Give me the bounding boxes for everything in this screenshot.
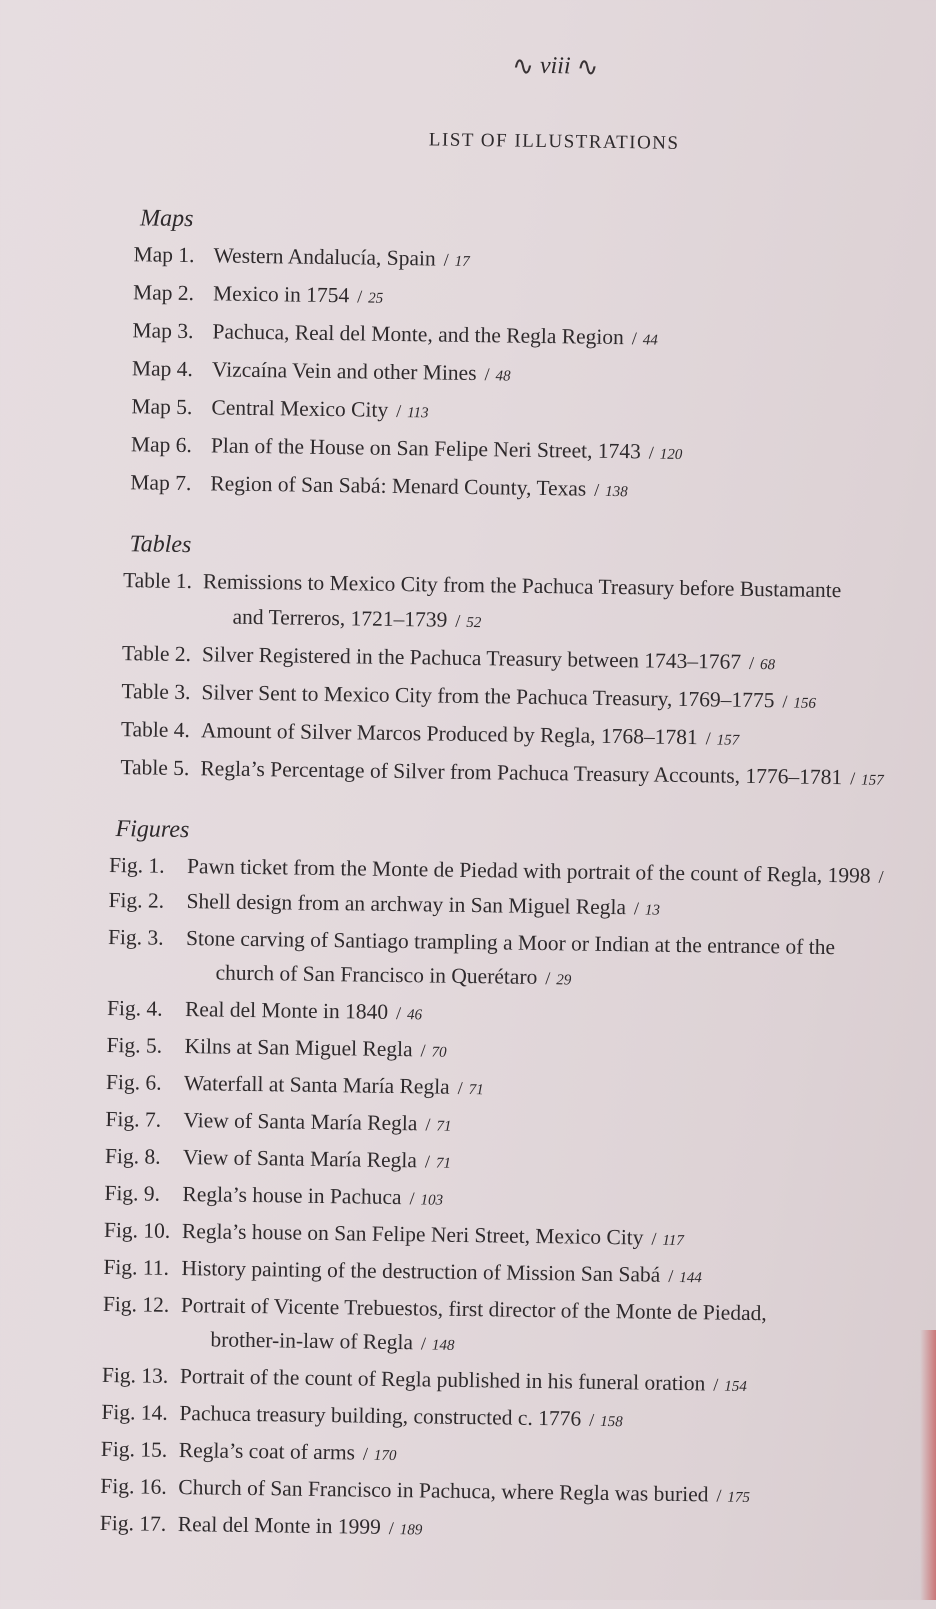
item-label: Fig. 8. bbox=[104, 1143, 161, 1169]
separator: / bbox=[713, 1374, 719, 1395]
item-page: 46 bbox=[406, 1007, 423, 1024]
maps-section bbox=[130, 203, 908, 514]
item-title: Real del Monte in 1840 bbox=[184, 997, 389, 1024]
item-title: Regla’s coat of arms bbox=[178, 1438, 356, 1465]
separator: / bbox=[651, 1228, 657, 1249]
item-title: Pachuca, Real del Monte, and the Regla Region bbox=[212, 319, 625, 350]
item-title: Pawn ticket from the Monte de Piedad with portrait of the count of Regla, 1998 bbox=[186, 854, 871, 888]
item-title-continuation: brother-in-law of Regla bbox=[210, 1327, 414, 1355]
item-title: Kilns at San Miguel Regla bbox=[184, 1034, 413, 1062]
item-title: Real del Monte in 1999 bbox=[177, 1511, 382, 1539]
item-label: Fig. 13. bbox=[101, 1362, 169, 1388]
separator: / bbox=[705, 728, 711, 749]
separator: / bbox=[878, 866, 884, 887]
list-item bbox=[122, 563, 903, 647]
separator: / bbox=[357, 286, 363, 307]
separator: / bbox=[455, 610, 461, 631]
page-title: LIST OF ILLUSTRATIONS bbox=[428, 129, 680, 154]
figures-section bbox=[100, 814, 900, 1554]
item-page: 71 bbox=[468, 1082, 484, 1099]
separator: / bbox=[594, 479, 600, 500]
item-label: Map 1. bbox=[133, 242, 195, 268]
item-label: Fig. 15. bbox=[100, 1436, 168, 1462]
item-page: 71 bbox=[436, 1118, 452, 1135]
page-header bbox=[10, 46, 936, 88]
item-label: Fig. 3. bbox=[107, 924, 164, 950]
item-title: Stone carving of Santiago trampling a Moor or Indian at the entrance of the bbox=[185, 926, 836, 960]
item-label: Map 4. bbox=[131, 356, 194, 382]
tables-section bbox=[120, 529, 904, 799]
maps-heading: Maps bbox=[139, 205, 194, 233]
item-title: Silver Registered in the Pachuca Treasury between 1743–1767 bbox=[201, 642, 742, 674]
separator: / bbox=[782, 691, 788, 712]
separator: / bbox=[396, 400, 402, 422]
separator: / bbox=[362, 1443, 369, 1464]
item-label: Map 6. bbox=[130, 432, 193, 458]
left-swirl-icon: ∿ bbox=[511, 51, 535, 81]
item-label: Fig. 11. bbox=[103, 1254, 170, 1280]
item-page: 157 bbox=[716, 732, 740, 749]
item-title: Regla’s Percentage of Silver from Pachuca Treasury Accounts, 1776–1781 bbox=[200, 756, 843, 790]
item-label: Table 2. bbox=[121, 641, 192, 667]
separator: / bbox=[648, 442, 654, 463]
item-page: 29 bbox=[556, 972, 572, 989]
item-label: Fig. 1. bbox=[108, 852, 165, 878]
item-title: Regla’s house in Pachuca bbox=[182, 1182, 402, 1210]
item-label: Table 5. bbox=[120, 755, 190, 781]
item-page: 175 bbox=[727, 1489, 751, 1506]
item-title-continuation: church of San Francisco in Querétaro bbox=[215, 960, 538, 989]
separator: / bbox=[425, 1114, 431, 1135]
item-page: 120 bbox=[659, 446, 683, 463]
item-label: Fig. 10. bbox=[103, 1217, 171, 1243]
item-page: 156 bbox=[793, 695, 817, 712]
item-title: Western Andalucía, Spain bbox=[213, 243, 436, 271]
separator: / bbox=[850, 768, 856, 789]
item-label: Map 3. bbox=[132, 318, 194, 344]
item-title: Shell design from an archway in San Miguel Regla bbox=[186, 889, 627, 920]
item-page: 68 bbox=[760, 657, 776, 674]
item-label: Fig. 17. bbox=[99, 1510, 167, 1536]
item-title: View of Santa María Regla bbox=[183, 1108, 418, 1136]
item-label: Map 2. bbox=[132, 280, 195, 306]
separator: / bbox=[395, 1002, 402, 1024]
item-title: Remissions to Mexico City from the Pachuca Treasury before Bustamante bbox=[202, 569, 842, 603]
item-page: 25 bbox=[368, 290, 384, 307]
item-title: Pachuca treasury building, constructed c. 1776 bbox=[179, 1401, 582, 1431]
item-label: Table 3. bbox=[121, 679, 191, 705]
item-title: Waterfall at Santa María Regla bbox=[183, 1071, 450, 1099]
right-swirl-icon: ∿ bbox=[576, 51, 599, 82]
item-title: Central Mexico City bbox=[211, 395, 389, 422]
figures-heading: Figures bbox=[115, 816, 190, 844]
item-page: 144 bbox=[679, 1269, 702, 1287]
item-page: 158 bbox=[600, 1413, 623, 1431]
item-label: Fig. 6. bbox=[105, 1069, 162, 1095]
item-page: 17 bbox=[454, 253, 470, 270]
item-page: 148 bbox=[431, 1337, 455, 1354]
item-title: Church of San Francisco in Pachuca, where Regla was buried bbox=[178, 1474, 709, 1507]
separator: / bbox=[457, 1077, 463, 1098]
item-title: Regla’s house on San Felipe Neri Street, Mexico City bbox=[181, 1219, 644, 1250]
item-label: Map 7. bbox=[130, 470, 192, 496]
separator: / bbox=[633, 898, 640, 919]
item-label: Fig. 2. bbox=[108, 887, 165, 913]
item-title: Portrait of the count of Regla published in his funeral oration bbox=[179, 1364, 706, 1396]
item-label: Fig. 9. bbox=[104, 1180, 161, 1206]
item-page: 70 bbox=[431, 1044, 447, 1061]
item-label: Fig. 4. bbox=[106, 995, 163, 1021]
item-title: Amount of Silver Marcos Produced by Regla, 1768–1781 bbox=[200, 718, 698, 750]
book-edge-shadow bbox=[920, 1330, 936, 1600]
separator: / bbox=[424, 1151, 431, 1172]
item-label: Fig. 7. bbox=[105, 1106, 162, 1132]
item-label: Fig. 14. bbox=[101, 1399, 168, 1425]
item-label: Fig. 16. bbox=[100, 1473, 167, 1499]
item-page: 138 bbox=[605, 483, 628, 501]
item-title: Portrait of Vicente Trebuestos, first director of the Monte de Piedad, bbox=[180, 1293, 767, 1326]
item-title: Mexico in 1754 bbox=[212, 281, 350, 308]
item-title: Vizcaína Vein and other Mines bbox=[211, 357, 477, 386]
separator: / bbox=[631, 328, 637, 349]
item-label: Fig. 5. bbox=[106, 1032, 163, 1058]
item-page: 13 bbox=[644, 902, 661, 919]
tables-heading: Tables bbox=[129, 531, 192, 559]
item-page: 44 bbox=[642, 332, 658, 349]
separator: / bbox=[716, 1485, 722, 1506]
item-page: 103 bbox=[420, 1192, 444, 1209]
list-item bbox=[107, 920, 898, 1002]
separator: / bbox=[484, 364, 490, 385]
item-page: 113 bbox=[407, 405, 429, 422]
separator: / bbox=[589, 1409, 595, 1430]
item-page: 154 bbox=[724, 1378, 747, 1395]
item-label: Map 5. bbox=[131, 394, 193, 420]
separator: / bbox=[443, 249, 449, 270]
item-page: 157 bbox=[861, 772, 884, 789]
item-label: Fig. 12. bbox=[102, 1291, 170, 1317]
item-title: Silver Sent to Mexico City from the Pachuca Treasury, 1769–1775 bbox=[201, 680, 775, 713]
item-page: 189 bbox=[399, 1522, 423, 1539]
item-label: Table 4. bbox=[120, 717, 191, 743]
item-page: 117 bbox=[662, 1232, 684, 1250]
separator: / bbox=[420, 1333, 427, 1354]
separator: / bbox=[748, 652, 755, 673]
separator: / bbox=[420, 1040, 426, 1061]
item-page: 52 bbox=[466, 614, 482, 632]
item-title: History painting of the destruction of Mission San Sabá bbox=[181, 1256, 661, 1287]
separator: / bbox=[388, 1517, 395, 1539]
item-label: Table 1. bbox=[122, 568, 193, 594]
item-title: Region of San Sabá: Menard County, Texas bbox=[210, 471, 587, 501]
separator: / bbox=[409, 1188, 415, 1209]
item-page: 48 bbox=[495, 368, 511, 385]
item-title: View of Santa María Regla bbox=[182, 1145, 418, 1173]
item-page: 71 bbox=[435, 1155, 451, 1172]
page-number: viii bbox=[539, 52, 571, 80]
item-title-continuation: and Terreros, 1721–1739 bbox=[232, 604, 448, 632]
separator: / bbox=[545, 968, 551, 989]
illustrations-list bbox=[99, 203, 908, 1580]
separator: / bbox=[668, 1265, 674, 1286]
item-page: 170 bbox=[373, 1447, 397, 1465]
list-item bbox=[102, 1287, 893, 1369]
item-title: Plan of the House on San Felipe Neri Street, 1743 bbox=[210, 433, 641, 464]
